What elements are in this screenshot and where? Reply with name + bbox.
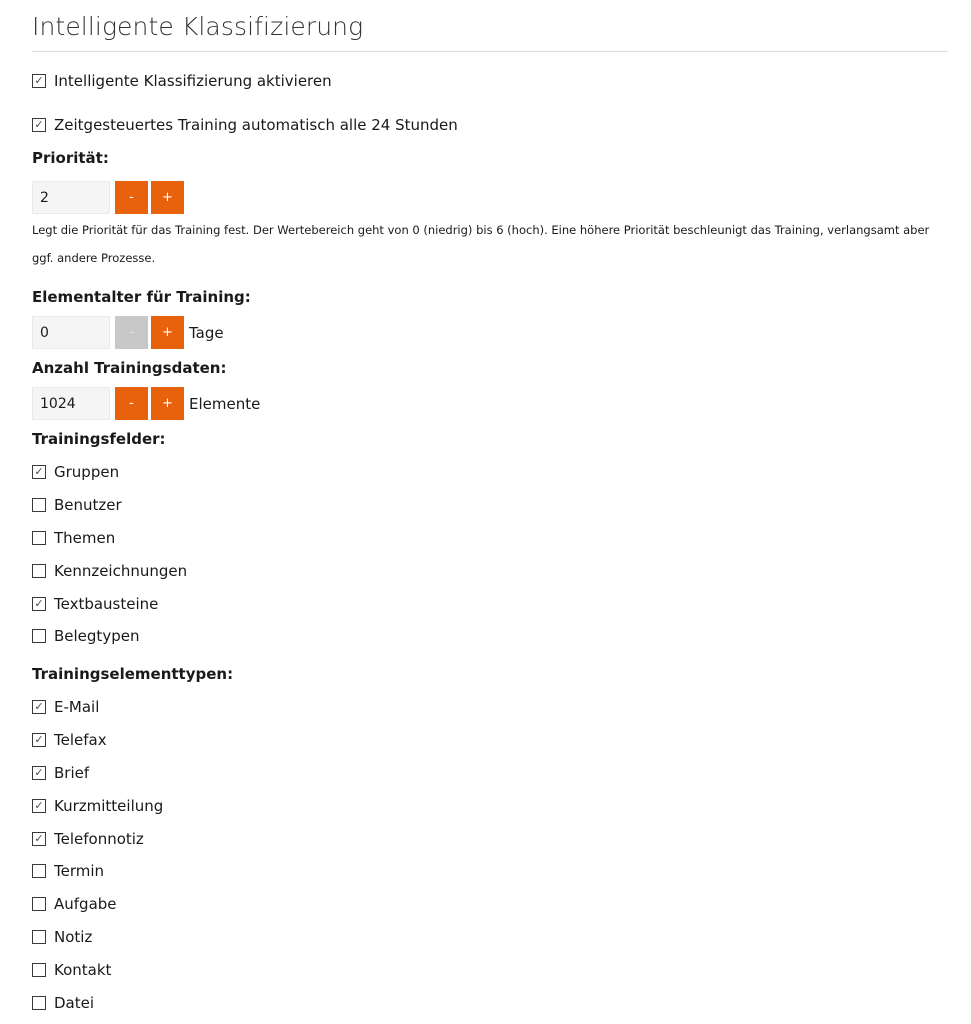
element-age-decrease-button[interactable]: - xyxy=(115,316,148,349)
element-type-datei[interactable] xyxy=(32,993,94,1013)
element-type-aufgabe[interactable] xyxy=(32,894,117,914)
checkbox-icon[interactable] xyxy=(32,864,46,878)
checkbox-label: Brief xyxy=(54,764,90,782)
training-count-stepper xyxy=(32,387,260,420)
training-field-kennzeichnungen[interactable] xyxy=(32,561,187,581)
element-type-email[interactable] xyxy=(32,697,99,717)
training-field-textbausteine[interactable] xyxy=(32,594,158,614)
checkbox-icon[interactable] xyxy=(32,629,46,643)
scheduled-training-checkbox[interactable] xyxy=(32,115,458,135)
checkbox-icon[interactable] xyxy=(32,700,46,714)
training-fields-heading: Trainingsfelder: xyxy=(32,430,166,448)
checkbox-icon[interactable] xyxy=(32,996,46,1010)
checkbox-label: Telefonnotiz xyxy=(54,830,144,848)
training-field-themen[interactable] xyxy=(32,528,115,548)
training-count-heading: Anzahl Trainingsdaten: xyxy=(32,359,227,377)
checkbox-icon[interactable] xyxy=(32,597,46,611)
training-count-unit: Elemente xyxy=(189,394,261,413)
element-type-telefonnotiz[interactable] xyxy=(32,829,144,849)
checkbox-icon[interactable] xyxy=(32,963,46,977)
checkbox-icon[interactable] xyxy=(32,799,46,813)
checkbox-label: Aufgabe xyxy=(54,895,117,913)
training-count-increase-button[interactable]: + xyxy=(151,387,184,420)
checkbox-label: Gruppen xyxy=(54,463,120,481)
checkbox-icon[interactable] xyxy=(32,74,46,88)
checkbox-label: Kennzeichnungen xyxy=(54,562,188,580)
priority-input[interactable] xyxy=(32,181,110,214)
checkbox-label: Kurzmitteilung xyxy=(54,797,164,815)
priority-increase-button[interactable]: + xyxy=(151,181,184,214)
element-type-termin[interactable] xyxy=(32,861,104,881)
checkbox-label: Benutzer xyxy=(54,496,122,514)
priority-description: Legt die Priorität für das Training fest. Der Wertebereich geht von 0 (niedrig) bis 6 (hoch). Eine höhere Priorität beschleunigt das Training, verlangsamt aber ggf. andere Prozesse. xyxy=(32,223,930,265)
element-age-stepper xyxy=(32,316,224,349)
element-type-brief[interactable] xyxy=(32,763,89,783)
element-age-input[interactable] xyxy=(32,316,110,349)
checkbox-label: Kontakt xyxy=(54,961,112,979)
checkbox-icon[interactable] xyxy=(32,766,46,780)
checkbox-label: E-Mail xyxy=(54,698,100,716)
title-divider xyxy=(32,51,948,52)
element-type-telefax[interactable] xyxy=(32,730,107,750)
training-field-belegtypen[interactable] xyxy=(32,626,139,646)
training-field-benutzer[interactable] xyxy=(32,495,122,515)
checkbox-icon[interactable] xyxy=(32,531,46,545)
element-type-notiz[interactable] xyxy=(32,927,92,947)
checkbox-label: Textbausteine xyxy=(54,595,159,613)
element-type-kurzmitteilung[interactable] xyxy=(32,796,163,816)
priority-heading: Priorität: xyxy=(32,149,109,167)
checkbox-label: Notiz xyxy=(54,928,93,946)
checkbox-label: Themen xyxy=(54,529,116,547)
priority-decrease-button[interactable]: - xyxy=(115,181,148,214)
checkbox-label: Zeitgesteuertes Training automatisch alle 24 Stunden xyxy=(54,116,458,134)
training-count-input[interactable] xyxy=(32,387,110,420)
checkbox-label: Datei xyxy=(54,994,95,1012)
checkbox-icon[interactable] xyxy=(32,498,46,512)
checkbox-icon[interactable] xyxy=(32,564,46,578)
priority-stepper xyxy=(32,181,184,214)
checkbox-label: Intelligente Klassifizierung aktivieren xyxy=(54,72,332,90)
checkbox-icon[interactable] xyxy=(32,930,46,944)
training-field-gruppen[interactable] xyxy=(32,462,119,482)
element-types-heading: Trainingselementtypen: xyxy=(32,665,234,683)
element-age-heading: Elementalter für Training: xyxy=(32,288,251,306)
checkbox-icon[interactable] xyxy=(32,733,46,747)
checkbox-icon[interactable] xyxy=(32,118,46,132)
checkbox-label: Termin xyxy=(54,862,105,880)
element-type-kontakt[interactable] xyxy=(32,960,111,980)
checkbox-icon[interactable] xyxy=(32,465,46,479)
checkbox-icon[interactable] xyxy=(32,897,46,911)
checkbox-icon[interactable] xyxy=(32,832,46,846)
training-count-decrease-button[interactable]: - xyxy=(115,387,148,420)
enable-classification-checkbox[interactable] xyxy=(32,71,332,91)
checkbox-label: Telefax xyxy=(54,731,107,749)
checkbox-label: Belegtypen xyxy=(54,627,140,645)
page-title: Intelligente Klassifizierung xyxy=(32,12,364,41)
element-age-unit: Tage xyxy=(189,323,224,342)
element-age-increase-button[interactable]: + xyxy=(151,316,184,349)
